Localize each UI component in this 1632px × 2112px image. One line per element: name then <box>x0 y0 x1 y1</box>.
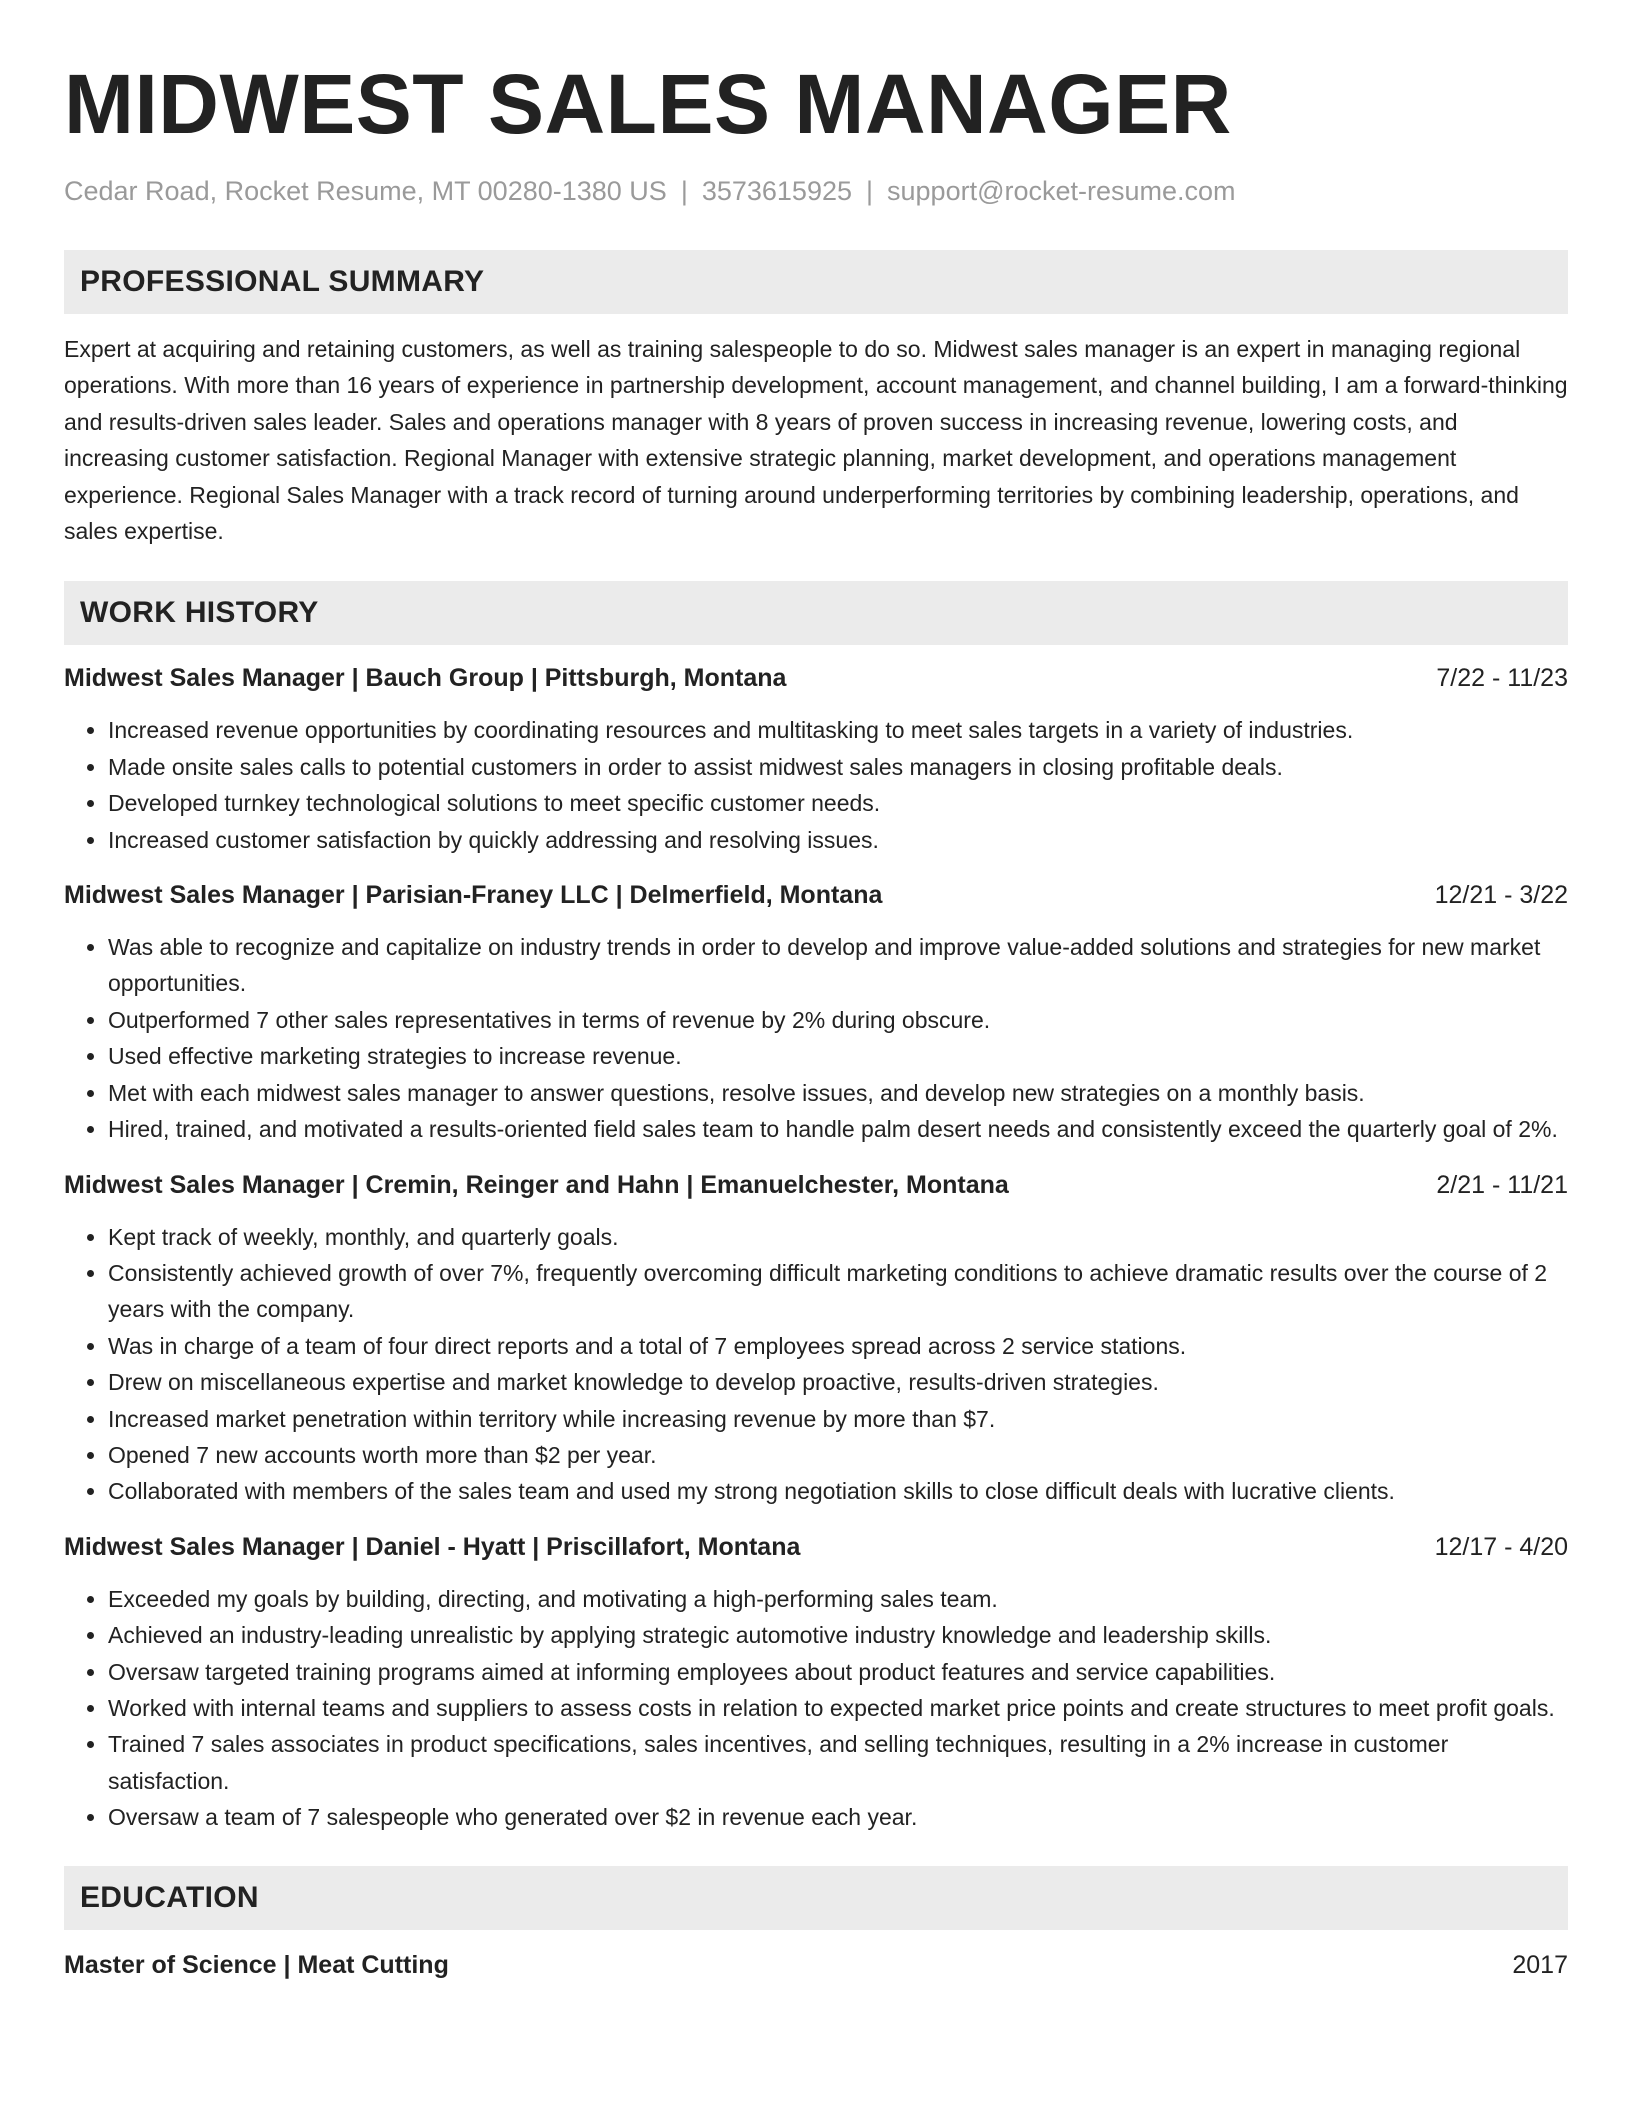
job-entry <box>64 878 1568 1147</box>
education-year: 2017 <box>1512 1950 1568 1979</box>
job-bullet: • Oversaw targeted training programs aimed at informing employees about product features and service capabilities. <box>108 1654 1568 1690</box>
job-header <box>64 878 1568 912</box>
contact-address: Cedar Road, Rocket Resume, MT 00280-1380 US <box>64 176 667 206</box>
job-entry <box>64 661 1568 858</box>
section-header-summary <box>64 250 1568 314</box>
contact-separator: | <box>866 176 874 206</box>
section-header-education <box>64 1866 1568 1930</box>
job-title: Midwest Sales Manager | Parisian-Franey LLC | Delmerfield, Montana <box>64 881 883 910</box>
education-entry <box>64 1948 1568 1982</box>
job-dates: 12/21 - 3/22 <box>1434 881 1568 910</box>
job-bullet: • Increased revenue opportunities by coordinating resources and multitasking to meet sales targets in a variety of industries. <box>108 712 1568 748</box>
job-bullet: • Drew on miscellaneous expertise and market knowledge to develop proactive, results-driven strategies. <box>108 1364 1568 1400</box>
job-bullet: • Opened 7 new accounts worth more than $2 per year. <box>108 1437 1568 1473</box>
job-bullet: • Increased customer satisfaction by quickly addressing and resolving issues. <box>108 822 1568 858</box>
summary-text: Expert at acquiring and retaining customers, as well as training salespeople to do so. Midwest sales manager is an expert in managing regional operations. With more than 16 years of experience in partnership development, account management, and channel building, I am a forward-thinking and results-driven sales leader. Sales and operations manager with 8 years of proven success in increasing revenue, lowering costs, and increasing customer satisfaction. Regional Manager with extensive strategic planning, market development, and operations management experience. Regional Sales Manager with a track record of turning around underperforming territories by combining leadership, operations, and sales expertise. <box>64 336 1568 545</box>
job-bullets <box>64 1219 1568 1510</box>
job-bullet: • Trained 7 sales associates in product specifications, sales incentives, and selling techniques, resulting in a 2% increase in customer satisfaction. <box>108 1726 1568 1799</box>
job-bullets <box>64 712 1568 858</box>
section-title-summary: PROFESSIONAL SUMMARY <box>80 265 485 298</box>
job-entry <box>64 1530 1568 1836</box>
job-dates: 2/21 - 11/21 <box>1436 1170 1568 1199</box>
job-bullet: • Oversaw a team of 7 salespeople who generated over $2 in revenue each year. <box>108 1799 1568 1835</box>
candidate-name: MIDWEST SALES MANAGER <box>64 57 1232 151</box>
job-bullets <box>64 1581 1568 1836</box>
section-header-work-history <box>64 581 1568 645</box>
contact-line <box>64 174 1568 208</box>
job-bullet: • Developed turnkey technological solutions to meet specific customer needs. <box>108 785 1568 821</box>
job-dates: 7/22 - 11/23 <box>1436 664 1568 693</box>
job-bullet: • Hired, trained, and motivated a results-oriented field sales team to handle palm desert needs and consistently exceed the quarterly goal of 2%. <box>108 1111 1568 1147</box>
job-bullet: • Was able to recognize and capitalize on industry trends in order to develop and improve value-added solutions and strategies for new market opportunities. <box>108 929 1568 1002</box>
job-bullet: • Made onsite sales calls to potential customers in order to assist midwest sales managers in closing profitable deals. <box>108 749 1568 785</box>
contact-separator: | <box>680 176 688 206</box>
job-header <box>64 1530 1568 1564</box>
job-bullet: • Increased market penetration within territory while increasing revenue by more than $7. <box>108 1401 1568 1437</box>
job-entry <box>64 1168 1568 1510</box>
resume-page <box>64 0 1568 1982</box>
section-title-education: EDUCATION <box>80 1880 259 1914</box>
job-bullet: • Exceeded my goals by building, directing, and motivating a high-performing sales team. <box>108 1581 1568 1617</box>
contact-email: support@rocket-resume.com <box>887 176 1236 206</box>
job-bullet: • Collaborated with members of the sales team and used my strong negotiation skills to close difficult deals with lucrative clients. <box>108 1473 1568 1509</box>
job-bullet: • Used effective marketing strategies to increase revenue. <box>108 1038 1568 1074</box>
job-title: Midwest Sales Manager | Daniel - Hyatt | Priscillafort, Montana <box>64 1532 801 1561</box>
job-title: Midwest Sales Manager | Cremin, Reinger and Hahn | Emanuelchester, Montana <box>64 1170 1009 1199</box>
job-bullet: • Achieved an industry-leading unrealistic by applying strategic automotive industry knowledge and leadership skills. <box>108 1617 1568 1653</box>
section-title-work-history: WORK HISTORY <box>80 596 319 630</box>
job-header <box>64 1168 1568 1202</box>
job-bullet: • Kept track of weekly, monthly, and quarterly goals. <box>108 1219 1568 1255</box>
job-bullet: • Met with each midwest sales manager to answer questions, resolve issues, and develop new strategies on a monthly basis. <box>108 1075 1568 1111</box>
job-dates: 12/17 - 4/20 <box>1434 1532 1568 1561</box>
job-bullet: • Outperformed 7 other sales representatives in terms of revenue by 2% during obscure. <box>108 1002 1568 1038</box>
job-bullets <box>64 929 1568 1147</box>
job-header <box>64 661 1568 695</box>
work-history-list <box>64 661 1568 1835</box>
job-bullet: • Worked with internal teams and suppliers to assess costs in relation to expected market price points and create structures to meet profit goals. <box>108 1690 1568 1726</box>
job-bullet: • Was in charge of a team of four direct reports and a total of 7 employees spread across 2 service stations. <box>108 1328 1568 1364</box>
job-title: Midwest Sales Manager | Bauch Group | Pittsburgh, Montana <box>64 664 787 693</box>
education-degree: Master of Science | Meat Cutting <box>64 1950 449 1979</box>
job-bullet: • Consistently achieved growth of over 7%, frequently overcoming difficult marketing conditions to achieve dramatic results over the course of 2 years with the company. <box>108 1255 1568 1328</box>
contact-phone: 3573615925 <box>701 176 852 206</box>
